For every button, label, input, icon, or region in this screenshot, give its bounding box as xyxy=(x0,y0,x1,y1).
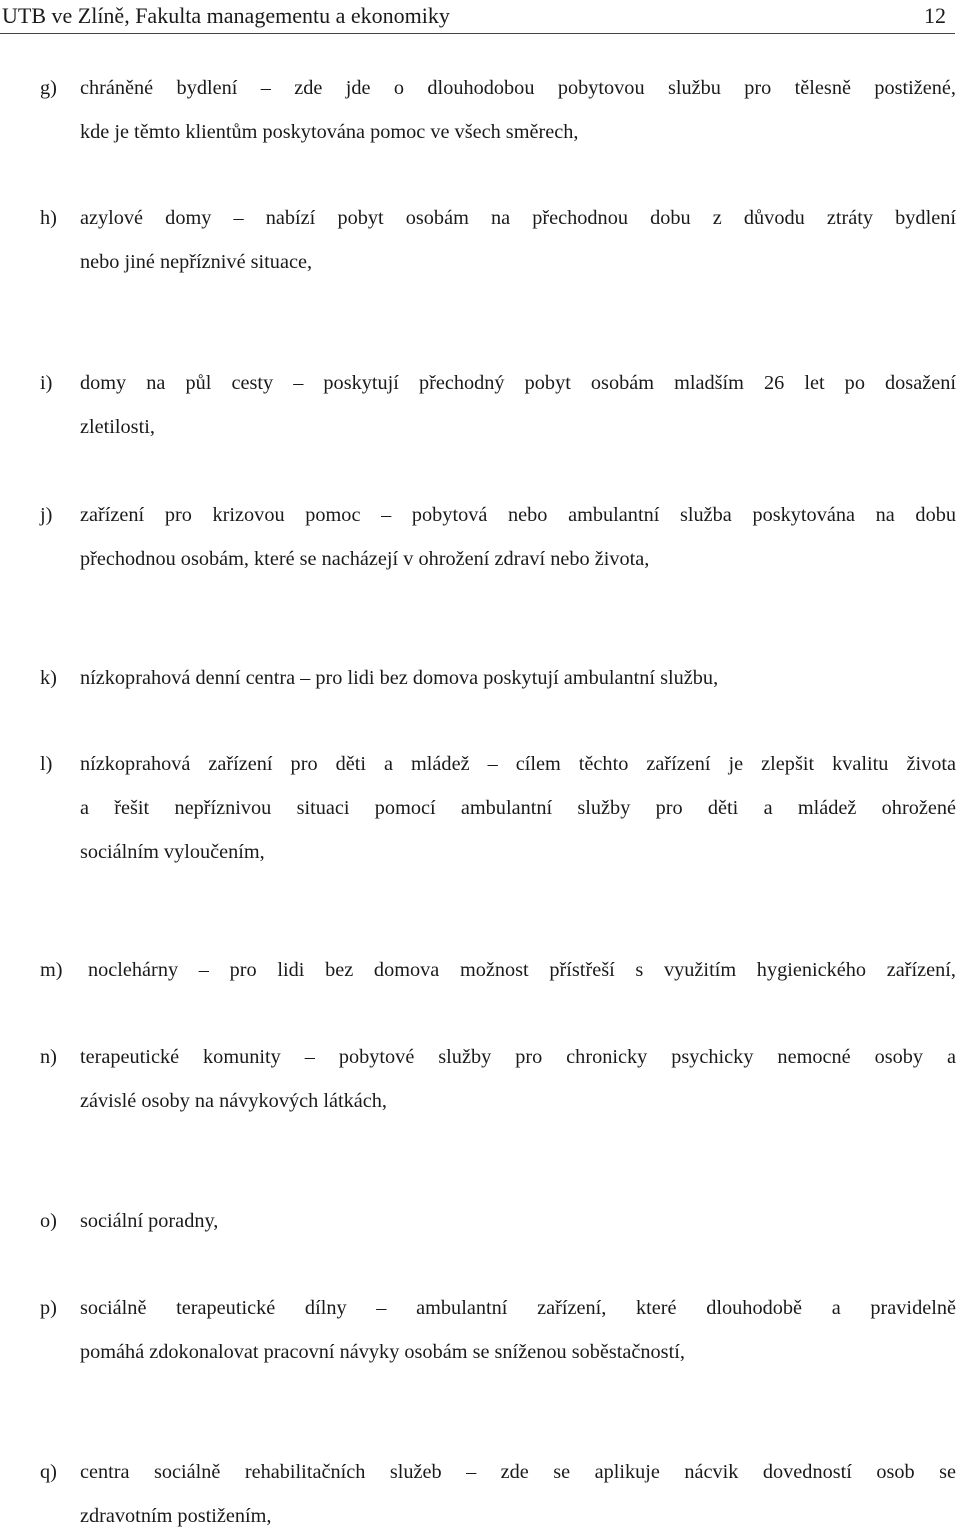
list-item xyxy=(40,742,956,874)
item-label: g) xyxy=(40,77,57,99)
item-text-line: zletilosti, xyxy=(80,416,155,438)
list-item xyxy=(40,656,956,700)
item-label: h) xyxy=(40,207,57,229)
item-text-line: centra sociálně rehabilitačních služeb – zde se aplikuje nácvik dovedností osob se xyxy=(80,1461,956,1483)
item-text-line: sociálně terapeutické dílny – ambulantní zařízení, které dlouhodobě a pravidelně xyxy=(80,1297,956,1319)
page-number: 12 xyxy=(924,3,946,28)
item-label: i) xyxy=(40,372,53,394)
item-text-line: terapeutické komunity – pobytové služby pro chronicky psychicky nemocné osoby a xyxy=(80,1046,956,1068)
item-text-line: závislé osoby na návykových látkách, xyxy=(80,1090,387,1112)
item-text-line: domy na půl cesty – poskytují přechodný pobyt osobám mladším 26 let po dosažení xyxy=(80,372,956,394)
item-label: j) xyxy=(40,504,53,526)
item-text-line: sociálním vyloučením, xyxy=(80,841,265,863)
item-label: m) xyxy=(40,959,63,981)
item-text-line: zařízení pro krizovou pomoc – pobytová nebo ambulantní služba poskytována na dobu xyxy=(80,504,956,526)
list-item xyxy=(40,1450,956,1538)
item-text-line: sociální poradny, xyxy=(80,1210,219,1232)
item-text-line: nebo jiné nepříznivé situace, xyxy=(80,251,313,273)
item-label: p) xyxy=(40,1297,57,1319)
list-item xyxy=(40,196,956,284)
item-label: k) xyxy=(40,667,57,689)
item-label: q) xyxy=(40,1461,57,1483)
item-text-line: kde je těmto klientům poskytována pomoc ve všech směrech, xyxy=(80,121,579,143)
item-text-line: zdravotním postižením, xyxy=(80,1505,272,1527)
page-header xyxy=(0,0,955,34)
item-label: n) xyxy=(40,1046,57,1068)
item-text-line: nízkoprahová zařízení pro děti a mládež – cílem těchto zařízení je zlepšit kvalitu života xyxy=(80,753,956,775)
item-text-line: pomáhá zdokonalovat pracovní návyky osobám se sníženou soběstačností, xyxy=(80,1341,685,1363)
item-text-line: a řešit nepříznivou situaci pomocí ambulantní služby pro děti a mládež ohrožené xyxy=(80,797,956,819)
item-text-line: nízkoprahová denní centra – pro lidi bez domova poskytují ambulantní službu, xyxy=(80,667,719,689)
item-label: l) xyxy=(40,753,53,775)
list-item xyxy=(40,361,956,449)
item-text-line: chráněné bydlení – zde jde o dlouhodobou pobytovou službu pro tělesně postižené, xyxy=(80,77,956,99)
list-item xyxy=(40,1286,956,1374)
list-item xyxy=(40,948,956,992)
item-label: o) xyxy=(40,1210,57,1232)
item-text-line: noclehárny – pro lidi bez domova možnost přístřeší s využitím hygienického zařízení, xyxy=(88,959,956,981)
list-item xyxy=(40,1035,956,1123)
item-text-line: přechodnou osobám, které se nacházejí v ohrožení zdraví nebo života, xyxy=(80,548,650,570)
list-item xyxy=(40,1199,956,1243)
list-item xyxy=(40,66,956,154)
list-item xyxy=(40,493,956,581)
header-title: UTB ve Zlíně, Fakulta managementu a ekonomiky xyxy=(2,3,450,28)
item-text-line: azylové domy – nabízí pobyt osobám na přechodnou dobu z důvodu ztráty bydlení xyxy=(80,207,956,229)
